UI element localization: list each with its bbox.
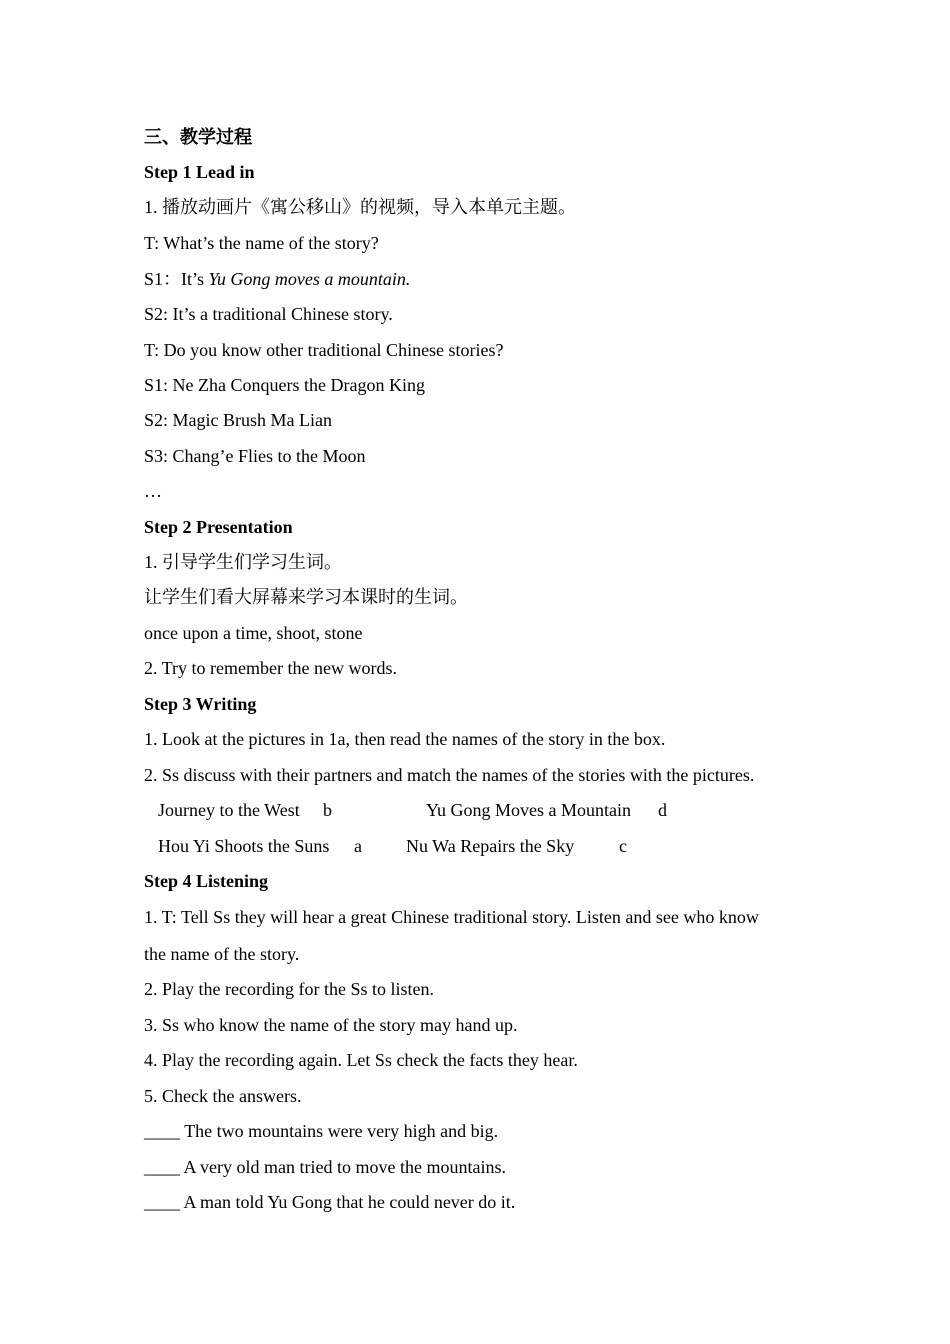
step4-line: 5. Check the answers. — [144, 1086, 302, 1106]
answer-blank: ____ — [144, 1192, 180, 1212]
match-title: Journey to the West — [158, 800, 300, 820]
match-title: Nu Wa Repairs the Sky — [406, 836, 575, 856]
answer-blank: ____ — [144, 1121, 180, 1141]
step2-line: 2. Try to remember the new words. — [144, 658, 397, 678]
dialogue-line: T: Do you know other traditional Chinese stories? — [144, 340, 504, 360]
dialogue-line: S2: It’s a traditional Chinese story. — [144, 304, 393, 324]
answer-blank: ____ — [144, 1157, 180, 1177]
step2-line: 让学生们看大屏幕来学习本课时的生词。 — [144, 587, 468, 607]
dialogue-line: T: What’s the name of the story? — [144, 233, 379, 253]
fact-line — [144, 1120, 498, 1142]
dialogue-line: S1: Ne Zha Conquers the Dragon King — [144, 375, 425, 395]
fact-text: A very old man tried to move the mountains. — [183, 1157, 506, 1177]
dialogue-speaker: S1：It’s — [144, 269, 209, 289]
section-title: 三、教学过程 — [144, 127, 252, 147]
fact-line — [144, 1156, 506, 1178]
fact-line — [144, 1191, 515, 1213]
dialogue-line — [144, 268, 410, 290]
match-letter: b — [323, 800, 332, 820]
step3-line: 2. Ss discuss with their partners and match the names of the stories with the pictures. — [144, 765, 755, 785]
match-letter: d — [658, 800, 667, 820]
step2-heading: Step 2 Presentation — [144, 517, 293, 537]
step2-line: 1. 引导学生们学习生词。 — [144, 552, 342, 572]
ellipsis: … — [144, 481, 162, 501]
step3-heading: Step 3 Writing — [144, 694, 257, 714]
step1-item1: 1. 播放动画片《寓公移山》的视频，导入本单元主题。 — [144, 197, 576, 217]
step4-line: 1. T: Tell Ss they will hear a great Chinese traditional story. Listen and see who know — [144, 907, 759, 927]
step4-heading: Step 4 Listening — [144, 871, 269, 891]
match-title: Yu Gong Moves a Mountain — [426, 800, 631, 820]
match-title: Hou Yi Shoots the Suns — [158, 836, 330, 856]
dialogue-line: S3: Chang’e Flies to the Moon — [144, 446, 366, 466]
step4-line: 2. Play the recording for the Ss to listen. — [144, 979, 434, 999]
fact-text: A man told Yu Gong that he could never do it. — [183, 1192, 516, 1212]
step4-line: the name of the story. — [144, 944, 300, 964]
step4-line: 4. Play the recording again. Let Ss check the facts they hear. — [144, 1050, 578, 1070]
match-letter: c — [619, 836, 627, 856]
fact-text: The two mountains were very high and big. — [184, 1121, 499, 1141]
step3-line: 1. Look at the pictures in 1a, then read the names of the story in the box. — [144, 729, 666, 749]
step1-heading: Step 1 Lead in — [144, 162, 255, 182]
step2-line: once upon a time, shoot, stone — [144, 623, 363, 643]
dialogue-line: S2: Magic Brush Ma Lian — [144, 410, 332, 430]
story-title-italic: Yu Gong moves a mountain. — [208, 269, 411, 289]
step4-line: 3. Ss who know the name of the story may hand up. — [144, 1015, 518, 1035]
match-letter: a — [354, 836, 362, 856]
